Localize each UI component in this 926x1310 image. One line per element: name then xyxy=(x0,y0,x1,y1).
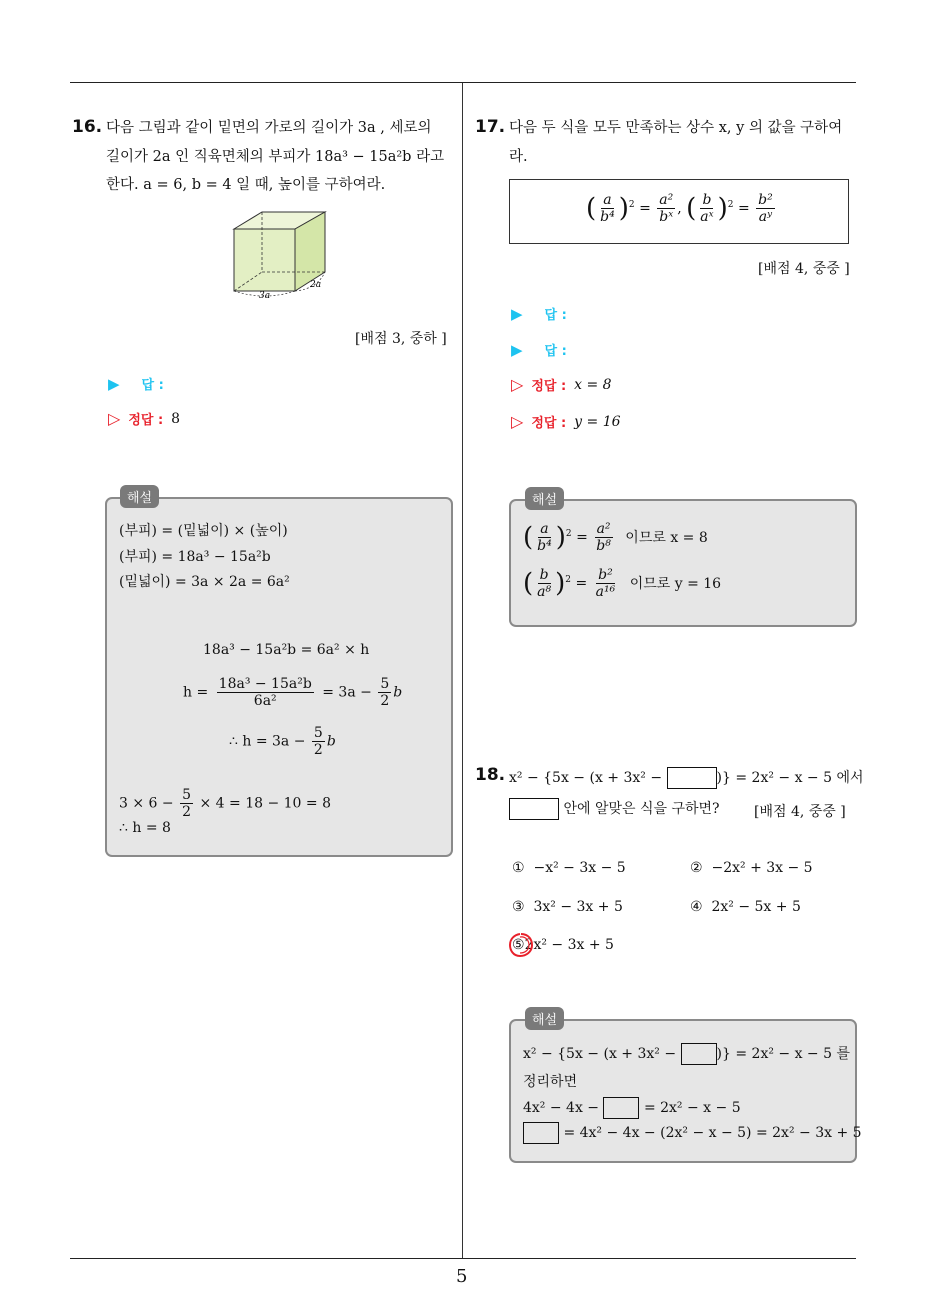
blank-box xyxy=(523,1122,559,1144)
choice-1[interactable]: ① −x² − 3x − 5 xyxy=(512,860,626,876)
top-rule xyxy=(70,82,856,83)
sol-line-1: ( $\frac{a}{\text{b⁴}}$ )$^2$ = $\frac{\text{a²}}{\text{b⁸}}$ 이므로 x = 8 xyxy=(523,521,708,554)
correct-label: 정답 : xyxy=(531,416,567,431)
sol-therefore-2: ∴ h = 8 xyxy=(119,820,171,836)
q16-text-line1: 다음 그림과 같이 밑면의 가로의 길이가 3a , 세로의 xyxy=(106,120,432,136)
q17-text-line1: 다음 두 식을 모두 만족하는 상수 x, y 의 값을 구하여 xyxy=(509,120,843,136)
q18-text-line2: 안에 알맞은 식을 구하면? xyxy=(509,798,720,820)
q18-equation: x² − {5x − (x + 3x² − )} = 2x² − x − 5 에서 xyxy=(509,767,864,789)
q17-answer-row-2 xyxy=(511,340,567,359)
bottom-rule xyxy=(70,1258,856,1259)
sol-line: 18a³ − 15a²b = 6a² × h xyxy=(203,642,370,658)
sol-line-2: 정리하면 xyxy=(523,1074,578,1090)
choice-4[interactable]: ④ 2x² − 5x + 5 xyxy=(690,899,801,915)
q18-solution-tag: 해설 xyxy=(525,1007,564,1030)
q17-correct-row-1 xyxy=(511,375,612,394)
depth-label: 2a xyxy=(310,280,322,290)
sol-line-4: = 4x² − 4x − (2x² − x − 5) = 2x² − 3x + 5 xyxy=(523,1122,862,1144)
answer-label: 답 : xyxy=(544,308,567,323)
q16-text-line3: 한다. a = 6, b = 4 일 때, 높이를 구하여라. xyxy=(106,177,386,193)
sol-line-3: 4x² − 4x − = 2x² − x − 5 xyxy=(523,1097,741,1119)
q18-number: 18. xyxy=(475,765,506,785)
q17-correct-row-2 xyxy=(511,412,621,431)
correct-value: 8 xyxy=(171,410,181,427)
q18-solution-box xyxy=(509,1019,862,1163)
sol-line-1: x² − {5x − (x + 3x² − )} = 2x² − x − 5 를 xyxy=(523,1043,850,1065)
q16-solution-box xyxy=(105,497,453,857)
answer-triangle-icon: ▶ xyxy=(511,340,523,359)
correct-value: y = 16 xyxy=(574,413,621,430)
q17-equations: ( $\frac{a}{\text{b⁴}}$ )$^2$ = $\frac{\text{a²}}{\text{bˣ}}$ , ( $\frac{b}{\text{aˣ}}$ )$^2$ = $\frac{\text{b²}}{\text{aʸ}}$ xyxy=(586,192,773,225)
q17-answer-row-1 xyxy=(511,304,567,323)
q17-solution-tag: 해설 xyxy=(525,487,564,510)
correct-triangle-icon: ▷ xyxy=(511,412,524,431)
sol-line: (부피) = 18a³ − 15a²b xyxy=(119,549,271,565)
q17-score: [배점 4, 중중 ] xyxy=(758,261,850,277)
correct-value: x = 8 xyxy=(574,376,612,393)
q18-score: [배점 4, 중중 ] xyxy=(754,804,846,820)
choice-2[interactable]: ② −2x² + 3x − 5 xyxy=(690,860,813,876)
column-divider xyxy=(462,83,463,1259)
correct-label: 정답 : xyxy=(531,379,567,394)
choice-5[interactable]: ⑤2x² − 3x + 5 xyxy=(512,937,614,953)
q16-answer-row xyxy=(108,374,164,393)
q17-text-line2: 라. xyxy=(509,149,528,165)
sol-line-2: ( $\frac{b}{\text{a⁸}}$ )$^2$ = $\frac{\text{b²}}{\text{a¹⁶}}$ 이므로 y = 16 xyxy=(523,567,722,600)
answer-triangle-icon: ▶ xyxy=(108,374,120,393)
sol-calc: 3 × 6 − $\frac{5}{2}$ × 4 = 18 − 10 = 8 xyxy=(119,787,331,820)
choice-3[interactable]: ③ 3x² − 3x + 5 xyxy=(512,899,623,915)
sol-line: (밑넓이) = 3a × 2a = 6a² xyxy=(119,574,290,590)
page-number: 5 xyxy=(456,1266,468,1287)
cuboid-figure xyxy=(225,205,345,305)
cuboid-front-face xyxy=(234,229,295,291)
sol-h-equation: h = $\frac{\text{18a³ − 15a²b}}{\text{6a²}}$ = 3a − $\frac{5}{2}$ b xyxy=(183,676,403,709)
q16-solution-tag: 해설 xyxy=(120,485,159,508)
q17-number: 17. xyxy=(475,117,506,137)
blank-box xyxy=(509,798,559,820)
sol-therefore-1: ∴ h = 3a − $\frac{5}{2}$ b xyxy=(229,725,336,758)
blank-box xyxy=(681,1043,717,1065)
correct-label: 정답 : xyxy=(128,413,164,428)
blank-box xyxy=(667,767,717,789)
answer-triangle-icon: ▶ xyxy=(511,304,523,323)
q16-correct-row xyxy=(108,409,180,428)
selected-circle-icon xyxy=(507,931,535,959)
q17-solution-box xyxy=(509,499,857,627)
q16-score: [배점 3, 중하 ] xyxy=(355,331,447,347)
answer-label: 답 : xyxy=(141,378,164,393)
correct-triangle-icon: ▷ xyxy=(108,409,121,428)
sol-line: (부피) = (밑넓이) × (높이) xyxy=(119,523,288,539)
answer-label: 답 : xyxy=(544,344,567,359)
q16-text-line2: 길이가 2a 인 직육면체의 부피가 18a³ − 15a²b 라고 xyxy=(106,149,445,165)
q16-number: 16. xyxy=(72,117,103,137)
width-label: 3a xyxy=(259,291,271,301)
correct-triangle-icon: ▷ xyxy=(511,375,524,394)
blank-box xyxy=(603,1097,639,1119)
